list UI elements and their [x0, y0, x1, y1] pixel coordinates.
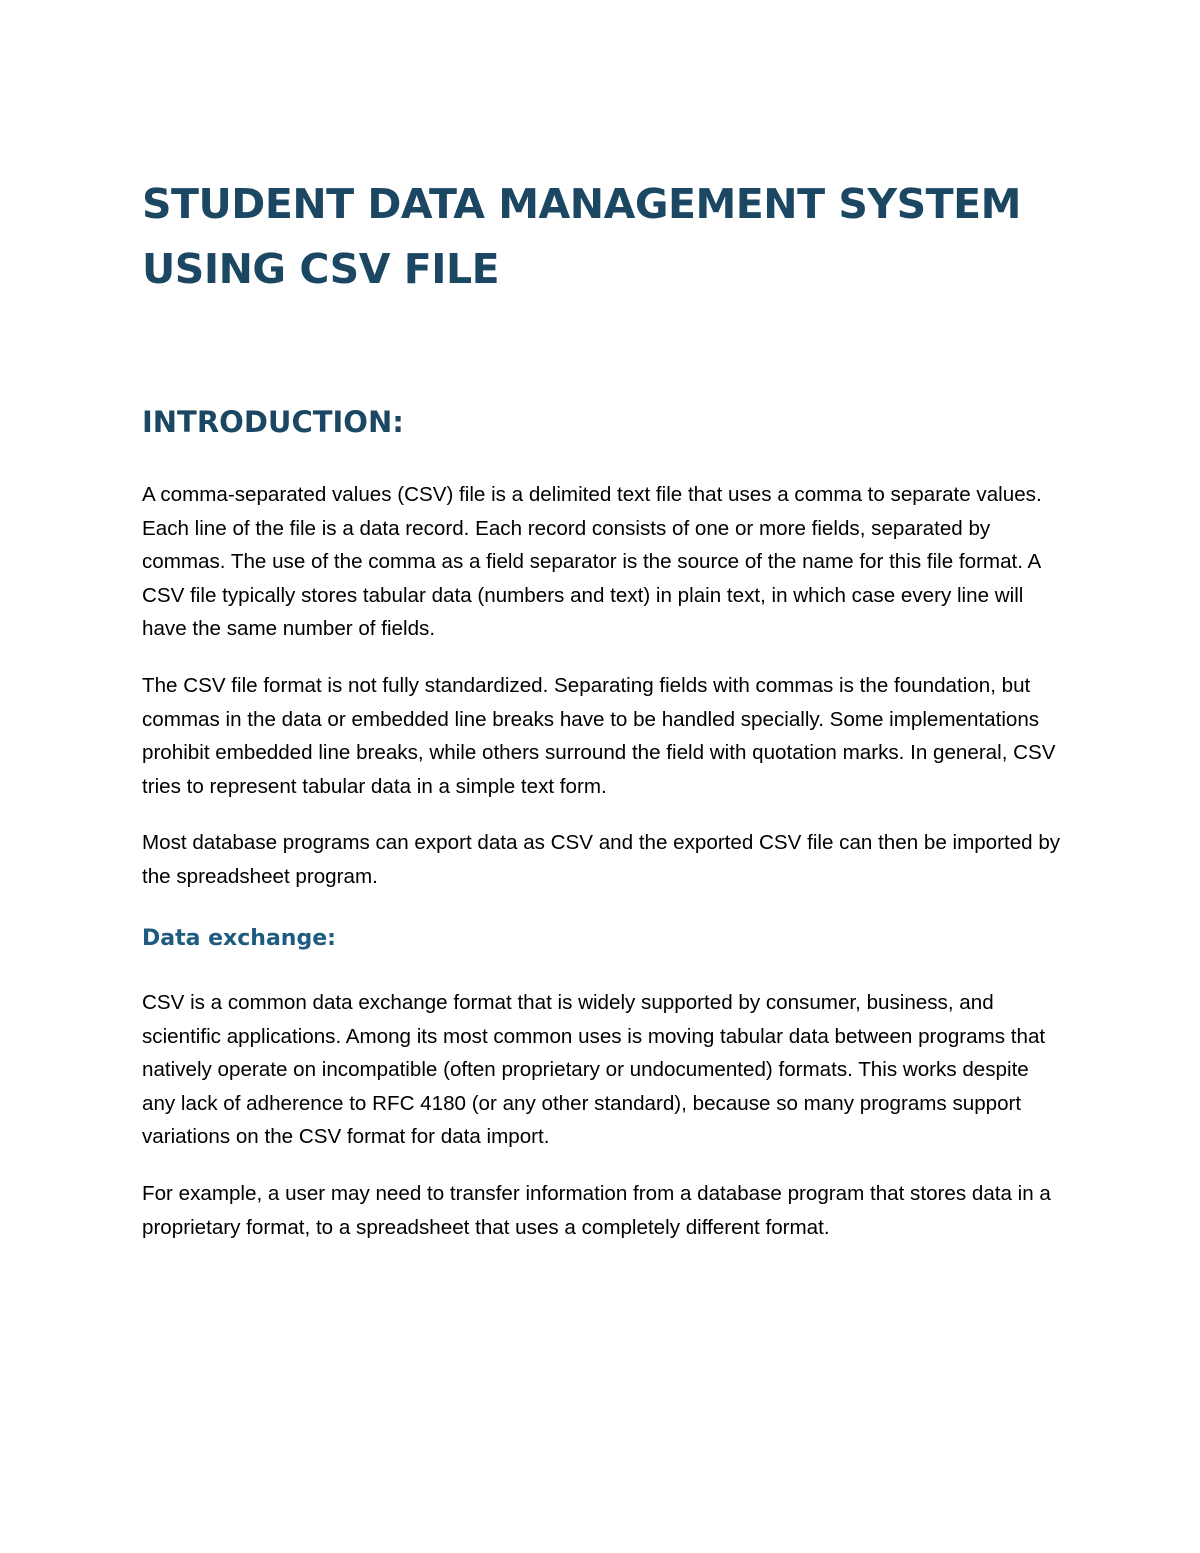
- introduction-paragraph: Most database programs can export data as CSV and the exported CSV file can then be imported by the spreadsheet program.: [142, 831, 1061, 888]
- introduction-paragraph: A comma-separated values (CSV) file is a delimited text file that uses a comma to separate values. Each line of the file is a data record. Each record consists of one or more fields, separated by commas. The use of the comma as a field separator is the source of the name for this file format. A CSV file typically stores tabular data (numbers and text) in plain text, in which case every line will have the same number of fields.: [142, 483, 1042, 641]
- introduction-paragraph: The CSV file format is not fully standardized. Separating fields with commas is the foundation, but commas in the data or embedded line breaks have to be handled specially. Some implementations prohibit embedded line breaks, while others surround the field with quotation marks. In general, CSV tries to represent tabular data in a simple text form.: [142, 674, 1056, 798]
- introduction-heading: INTRODUCTION:: [142, 405, 404, 439]
- data-exchange-paragraph: CSV is a common data exchange format that is widely supported by consumer, business, and scientific applications. Among its most common uses is moving tabular data between programs that natively operate on incompatible (often proprietary or undocumented) formats. This works despite any lack of adherence to RFC 4180 (or any other standard), because so many programs support variations on the CSV format for data import.: [142, 991, 1046, 1149]
- document-title: STUDENT DATA MANAGEMENT SYSTEM USING CSV FILE: [142, 180, 1021, 293]
- data-exchange-heading: Data exchange:: [142, 926, 336, 951]
- data-exchange-paragraph: For example, a user may need to transfer information from a database program that stores data in a proprietary format, to a spreadsheet that uses a completely different format.: [142, 1182, 1051, 1239]
